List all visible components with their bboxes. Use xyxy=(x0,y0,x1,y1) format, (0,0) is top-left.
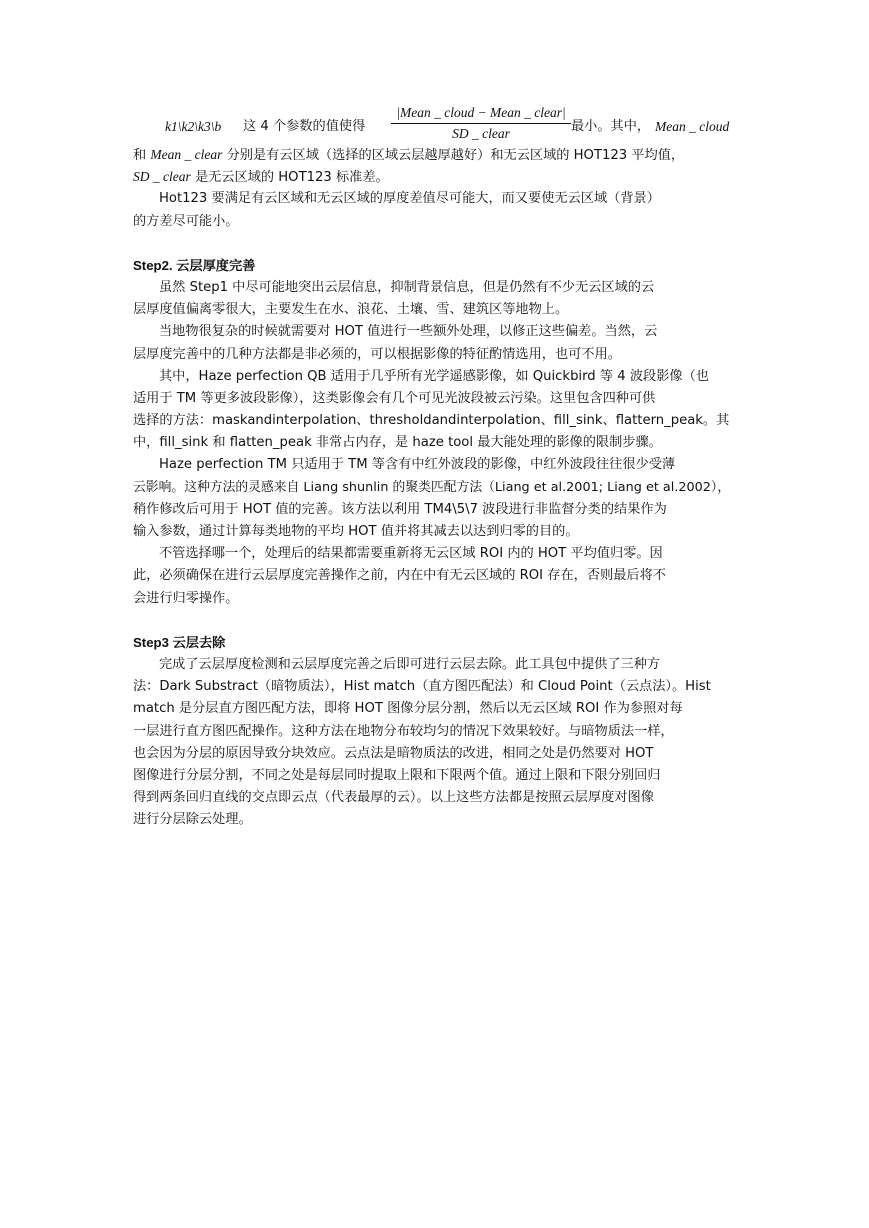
paragraph-line: Hot123 要满足有云区域和无云区域的厚度差值尽可能大，而又要使无云区域（背景） xyxy=(159,191,660,207)
section-heading-step3: Step3 云层去除 xyxy=(133,634,226,650)
paragraph-step2-2 xyxy=(133,321,737,365)
paragraph-line: 也会因为分层的原因导致分块效应。云点法是暗物质法的改进，相同之处是仍然要对 HOT xyxy=(133,745,654,761)
paragraph-step2-4 xyxy=(133,454,737,543)
math-var-sd-clear: SD _ clear xyxy=(133,169,191,185)
paragraph-line: 法：Dark Substract（暗物质法），Hist match（直方图匹配法）和 Cloud Point（云点法）。Hist xyxy=(133,679,711,695)
paragraph-step2-3 xyxy=(133,366,737,455)
math-var-mean-clear: Mean _ clear xyxy=(150,147,223,162)
paragraph-line: 进行分层除云处理。 xyxy=(133,812,252,828)
paragraph-hot123 xyxy=(133,188,737,232)
paragraph-line: 虽然 Step1 中尽可能地突出云层信息，抑制背景信息，但是仍然有不少无云区域的云 xyxy=(159,279,655,295)
formula-text-2: 最小。其中， xyxy=(571,119,651,134)
document-page xyxy=(133,104,737,831)
formula-params: k1\k2\k3\b xyxy=(165,119,222,134)
paragraph-line: 得到两条回归直线的交点即云点（代表最厚的云）。以上这些方法都是按照云层厚度对图像 xyxy=(133,790,654,806)
paragraph-line: 完成了云层厚度检测和云层厚度完善之后即可进行云层去除。此工具包中提供了三种方 xyxy=(159,656,661,672)
paragraph-step2-5 xyxy=(133,543,737,610)
paragraph-line: 一层进行直方图匹配操作。这种方法在地物分布较均匀的情况下效果较好。与暗物质法一样， xyxy=(133,723,674,739)
paragraph-line: 云影响。这种方法的灵感来自 Liang shunlin 的聚类匹配方法（Liang et al.2001; Liang et al.2002）， xyxy=(133,479,731,495)
paragraph-line: 层厚度完善中的几种方法都是非必须的，可以根据影像的特征酌情选用，也可不用。 xyxy=(133,346,621,362)
formula-line xyxy=(133,104,737,148)
formula-fraction xyxy=(391,104,571,143)
paragraph-line: 适用于 TM 等更多波段影像），这类影像会有几个可见光波段被云污染。这里包含四种可供 xyxy=(133,390,656,406)
text: 和 xyxy=(133,148,147,163)
formula-numerator: |Mean _ cloud − Mean _ clear| xyxy=(391,104,571,124)
paragraph-line: 中，fill_sink 和 flatten_peak 非常占内存，是 haze tool 最大能处理的影像的限制步骤。 xyxy=(133,435,662,451)
paragraph-line: 会进行归零操作。 xyxy=(133,590,239,606)
paragraph-line: 当地物很复杂的时候就需要对 HOT 值进行一些额外处理，以修正这些偏差。当然，云 xyxy=(159,324,658,340)
paragraph-line: 不管选择哪一个，处理后的结果都需要重新将无云区域 ROI 内的 HOT 平均值归零。因 xyxy=(159,546,663,562)
paragraph-line: 图像进行分层分割，不同之处是每层同时提取上限和下限两个值。通过上限和下限分别回归 xyxy=(133,767,661,783)
formula-text-1: 这 4 个参数的值使得 xyxy=(243,119,366,134)
paragraph-line: 的方差尽可能小。 xyxy=(133,213,239,229)
text: 是无云区域的 HOT123 标准差。 xyxy=(194,170,389,186)
paragraph-line: 其中，Haze perfection QB 适用于几乎所有光学遥感影像，如 Quickbird 等 4 波段影像（也 xyxy=(159,368,709,384)
formula-var-cloud: Mean _ cloud xyxy=(655,119,730,134)
paragraph-line: Haze perfection TM 只适用于 TM 等含有中红外波段的影像，中红外波段往往很少受薄 xyxy=(159,457,676,473)
paragraph-step2-1 xyxy=(133,277,737,321)
paragraph-line xyxy=(133,166,737,188)
paragraph-step3-1 xyxy=(133,654,737,832)
paragraph-line: 此，必须确保在进行云层厚度完善操作之前，内在中有无云区域的 ROI 存在，否则最后将不 xyxy=(133,568,666,584)
paragraph-line: match 是分层直方图匹配方法，即将 HOT 图像分层分割，然后以无云区域 ROI 作为参照对每 xyxy=(133,701,683,717)
paragraph-line: 选择的方法：maskandinterpolation、thresholdandinterpolation、fill_sink、flattern_peak。其 xyxy=(133,413,730,429)
paragraph-line: 稍作修改后可用于 HOT 值的完善。该方法以利用 TM4\5\7 波段进行非监督分类的结果作为 xyxy=(133,501,667,517)
paragraph-line: 层厚度值偏离零很大，主要发生在水、浪花、土壤、雪、建筑区等地物上。 xyxy=(133,302,569,318)
text: 分别是有云区域（选择的区域云层越厚越好）和无云区域的 HOT123 平均值， xyxy=(226,148,685,163)
formula-denominator: SD _ clear xyxy=(452,126,510,141)
paragraph-line: 输入参数，通过计算每类地物的平均 HOT 值并将其减去以达到归零的目的。 xyxy=(133,524,579,539)
section-heading-step2: Step2. 云层厚度完善 xyxy=(133,257,256,273)
